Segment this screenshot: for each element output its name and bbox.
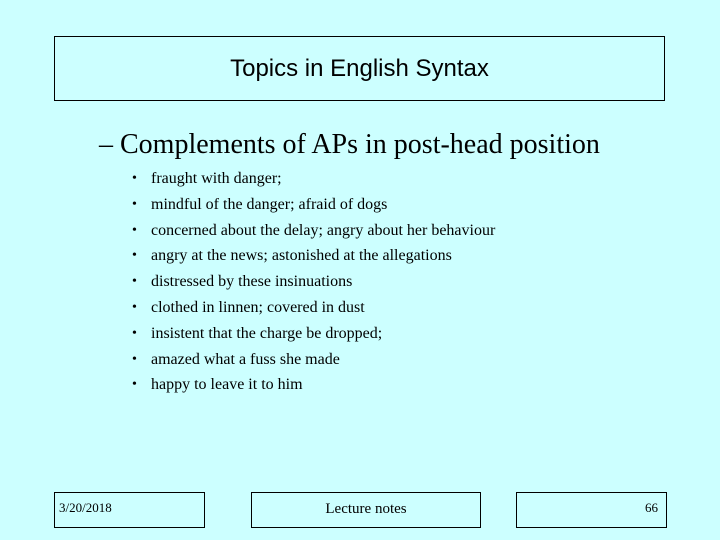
- bullet-icon: •: [132, 274, 137, 290]
- bullet-text: amazed what a fuss she made: [151, 350, 340, 368]
- footer-date: 3/20/2018: [59, 500, 112, 515]
- bullet-text: angry at the news; astonished at the allegations: [151, 247, 452, 265]
- bullet-icon: •: [132, 351, 137, 367]
- list-item: [132, 295, 495, 321]
- list-item: [132, 347, 495, 373]
- bullet-text: insistent that the charge be dropped;: [151, 324, 383, 342]
- bullet-text: concerned about the delay; angry about her behaviour: [151, 221, 496, 239]
- list-item: [132, 243, 495, 269]
- bullet-text: distressed by these insinuations: [151, 273, 353, 291]
- bullet-text: mindful of the danger; afraid of dogs: [151, 195, 388, 213]
- bullet-icon: •: [132, 377, 137, 393]
- list-item: [132, 321, 495, 347]
- bullet-icon: •: [132, 248, 137, 264]
- slide-title: Topics in English Syntax: [230, 54, 489, 82]
- list-item: [132, 192, 495, 218]
- bullet-icon: •: [132, 222, 137, 238]
- bullet-text: clothed in linnen; covered in dust: [151, 298, 365, 316]
- footer-page-box: [516, 492, 667, 528]
- page-number: 66: [645, 500, 658, 515]
- list-item: [132, 218, 495, 244]
- list-item: [132, 166, 495, 192]
- bullet-list: [132, 166, 495, 398]
- bullet-icon: •: [132, 325, 137, 341]
- bullet-icon: •: [132, 196, 137, 212]
- bullet-icon: •: [132, 299, 137, 315]
- footer-center-box: [251, 492, 481, 528]
- bullet-icon: •: [132, 171, 137, 186]
- footer-center-text: Lecture notes: [325, 501, 407, 517]
- list-item: [132, 269, 495, 295]
- bullet-text: fraught with danger;: [151, 170, 282, 187]
- footer-date-box: [54, 492, 205, 528]
- slide-subheading: – Complements of APs in post-head position: [99, 129, 600, 160]
- list-item: [132, 372, 495, 398]
- slide-title-box: [54, 36, 665, 101]
- bullet-text: happy to leave it to him: [151, 376, 303, 394]
